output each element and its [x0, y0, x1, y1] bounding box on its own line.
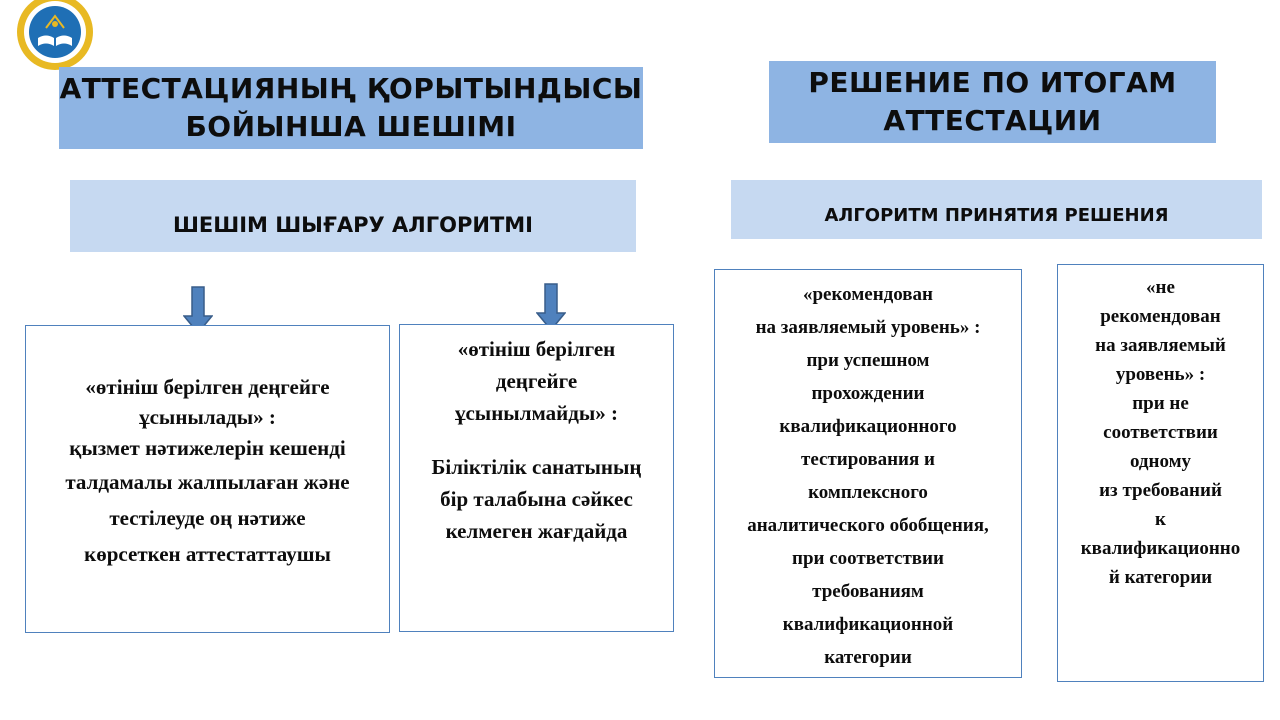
left-title-line-2: БОЙЫНША ШЕШІМІ — [185, 110, 517, 143]
right-box2-line-6: соответствии — [1103, 422, 1218, 443]
right-title-line-1: РЕШЕНИЕ ПО ИТОГАМ — [808, 66, 1177, 99]
logo — [16, 0, 94, 70]
left-box2-body-line-3: келмеген жағдайда — [445, 519, 628, 543]
right-box1-line-9: при соответствии — [792, 548, 944, 569]
left-box-not-recommended — [399, 324, 674, 632]
left-title-line-1: АТТЕСТАЦИЯНЫҢ ҚОРЫТЫНДЫСЫ — [59, 72, 643, 105]
right-box-recommended — [714, 269, 1022, 678]
right-box1-line-7: комплексного — [808, 482, 928, 503]
right-box2-line-11: й категории — [1108, 567, 1213, 588]
right-box1-line-2: на заявляемый уровень» : — [755, 317, 981, 338]
right-box1-line-4: прохождении — [811, 383, 925, 404]
right-title-line-2: АТТЕСТАЦИИ — [883, 104, 1102, 137]
right-box2-line-1: «не — [1146, 277, 1175, 298]
right-box2-line-9: к — [1155, 509, 1166, 530]
right-box2-line-4: уровень» : — [1115, 364, 1206, 385]
right-box-not-recommended — [1057, 264, 1264, 682]
right-box1-line-8: аналитического обобщения, — [747, 515, 989, 536]
left-box2-heading-line-3: ұсынылмайды» : — [454, 401, 619, 425]
left-box1-body-line-2: талдамалы жалпылаған және — [65, 470, 350, 494]
left-box2-heading-line-2: деңгейге — [495, 369, 578, 393]
right-box1-line-6: тестирования и — [801, 449, 935, 470]
right-subtitle: АЛГОРИТМ ПРИНЯТИЯ РЕШЕНИЯ — [824, 205, 1169, 226]
left-box1-body-line-3: тестілеуде оң нәтиже — [109, 506, 306, 530]
right-box1-line-10: требованиям — [812, 581, 924, 602]
left-box1-body-line-4: көрсеткен аттестаттаушы — [84, 542, 331, 566]
left-box1-heading-line-2: ұсынылады» : — [139, 405, 276, 429]
right-box2-line-10: квалификационно — [1080, 538, 1241, 559]
right-box1-line-5: квалификационного — [779, 416, 957, 437]
left-subtitle: ШЕШІМ ШЫҒАРУ АЛГОРИТМІ — [172, 213, 533, 237]
left-box-recommended — [25, 325, 390, 633]
seal-book-icon — [16, 0, 94, 70]
right-box2-line-5: при не — [1132, 393, 1189, 414]
right-box2-line-3: на заявляемый — [1095, 335, 1226, 356]
left-box2-body-line-1: Біліктілік санатының — [431, 455, 642, 479]
left-box1-body-line-1: қызмет нәтижелерін кешенді — [69, 436, 346, 460]
right-box2-line-7: одному — [1129, 451, 1192, 472]
right-box1-line-3: при успешном — [806, 350, 930, 371]
left-subtitle-bar — [70, 180, 636, 252]
right-box2-line-2: рекомендован — [1100, 306, 1221, 327]
right-subtitle-bar — [731, 180, 1262, 239]
left-box2-body-line-2: бір талабына сәйкес — [440, 487, 633, 511]
right-box1-line-12: категории — [824, 647, 912, 668]
left-box2-heading-line-1: «өтініш берілген — [457, 337, 616, 361]
left-title-banner — [59, 67, 643, 149]
right-title-banner — [769, 61, 1216, 143]
right-box2-line-8: из требований — [1099, 480, 1222, 501]
right-box1-line-11: квалификационной — [782, 614, 954, 635]
left-box1-heading-line-1: «өтініш берілген деңгейге — [85, 375, 330, 399]
right-box1-line-1: «рекомендован — [802, 284, 933, 305]
